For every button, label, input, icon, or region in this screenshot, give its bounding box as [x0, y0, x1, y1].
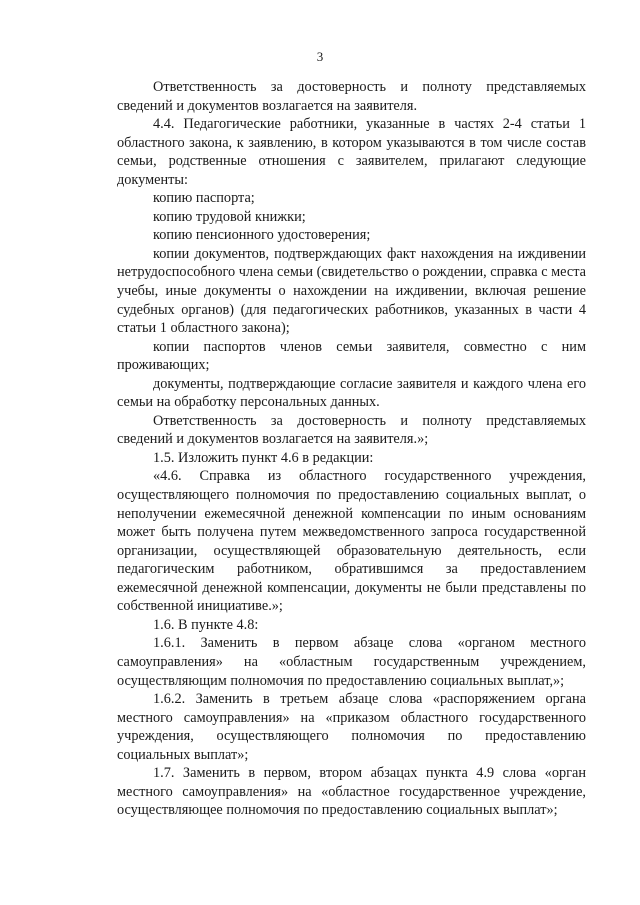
list-item-family-passports: копии паспортов членов семьи заявителя, совместно с ним проживающих;	[117, 338, 586, 374]
list-item-dependency-documents: копии документов, подтверждающих факт нахождения на иждивении нетрудоспособного члена семьи (свидетельство о рождении, справка с места учебы, иные документы о нахождении на иждивении, включая решение судебных органов) (для педагогических работников, указанных в части 4 статьи 1 областного закона);	[117, 245, 586, 337]
list-item-passport: копию паспорта;	[153, 190, 255, 207]
paragraph-1-6: 1.6. В пункте 4.8:	[153, 616, 259, 633]
document-body	[117, 78, 586, 820]
paragraph-1-7: 1.7. Заменить в первом, втором абзацах пункта 4.9 слова «орган местного самоуправления» на «областное государственное учреждение, осуществляющее полномочия по предоставлению социальных выплат»;	[117, 765, 586, 819]
page-number: 3	[316, 49, 324, 64]
list-item-pension-certificate: копию пенсионного удостоверения;	[153, 227, 371, 244]
paragraph-4-6: «4.6. Справка из областного государственного учреждения, осуществляющего полномочия по предоставлению социальных выплат, о неполучении ежемесячной денежной компенсации по иным основаниям может быть получена путем межведомственного запроса государственной организации, осуществляющей образовательную деятельность, если педагогическим работником, обратившимся за предоставлением ежемесячной денежной компенсации, документы не были представлены по собственной инициативе.»;	[117, 468, 586, 615]
paragraph-responsibility-1: Ответственность за достоверность и полноту представляемых сведений и документов возлагается на заявителя.	[117, 79, 586, 114]
paragraph-responsibility-2: Ответственность за достоверность и полноту представляемых сведений и документов возлагается на заявителя.»;	[117, 412, 586, 448]
paragraph-4-4: 4.4. Педагогические работники, указанные в частях 2-4 статьи 1 областного закона, к заявлению, в котором указываются в том числе состав семьи, родственные отношения с заявителем, прилагают следующие документы:	[117, 116, 586, 188]
list-item-work-book: копию трудовой книжки;	[153, 208, 306, 225]
list-item-consent-documents: документы, подтверждающие согласие заявителя и каждого члена его семьи на обработку персональных данных.	[117, 375, 586, 411]
paragraph-1-5: 1.5. Изложить пункт 4.6 в редакции:	[153, 449, 374, 466]
paragraph-1-6-2: 1.6.2. Заменить в третьем абзаце слова «распоряжением органа местного самоуправления» на «приказом областного государственного учреждения, осуществляющего полномочия по предоставлению социальных выплат»;	[117, 691, 586, 763]
paragraph-1-6-1: 1.6.1. Заменить в первом абзаце слова «органом местного самоуправления» на «областным государственным учреждением, осуществляющим полномочия по предоставлению социальных выплат,»;	[117, 635, 586, 689]
